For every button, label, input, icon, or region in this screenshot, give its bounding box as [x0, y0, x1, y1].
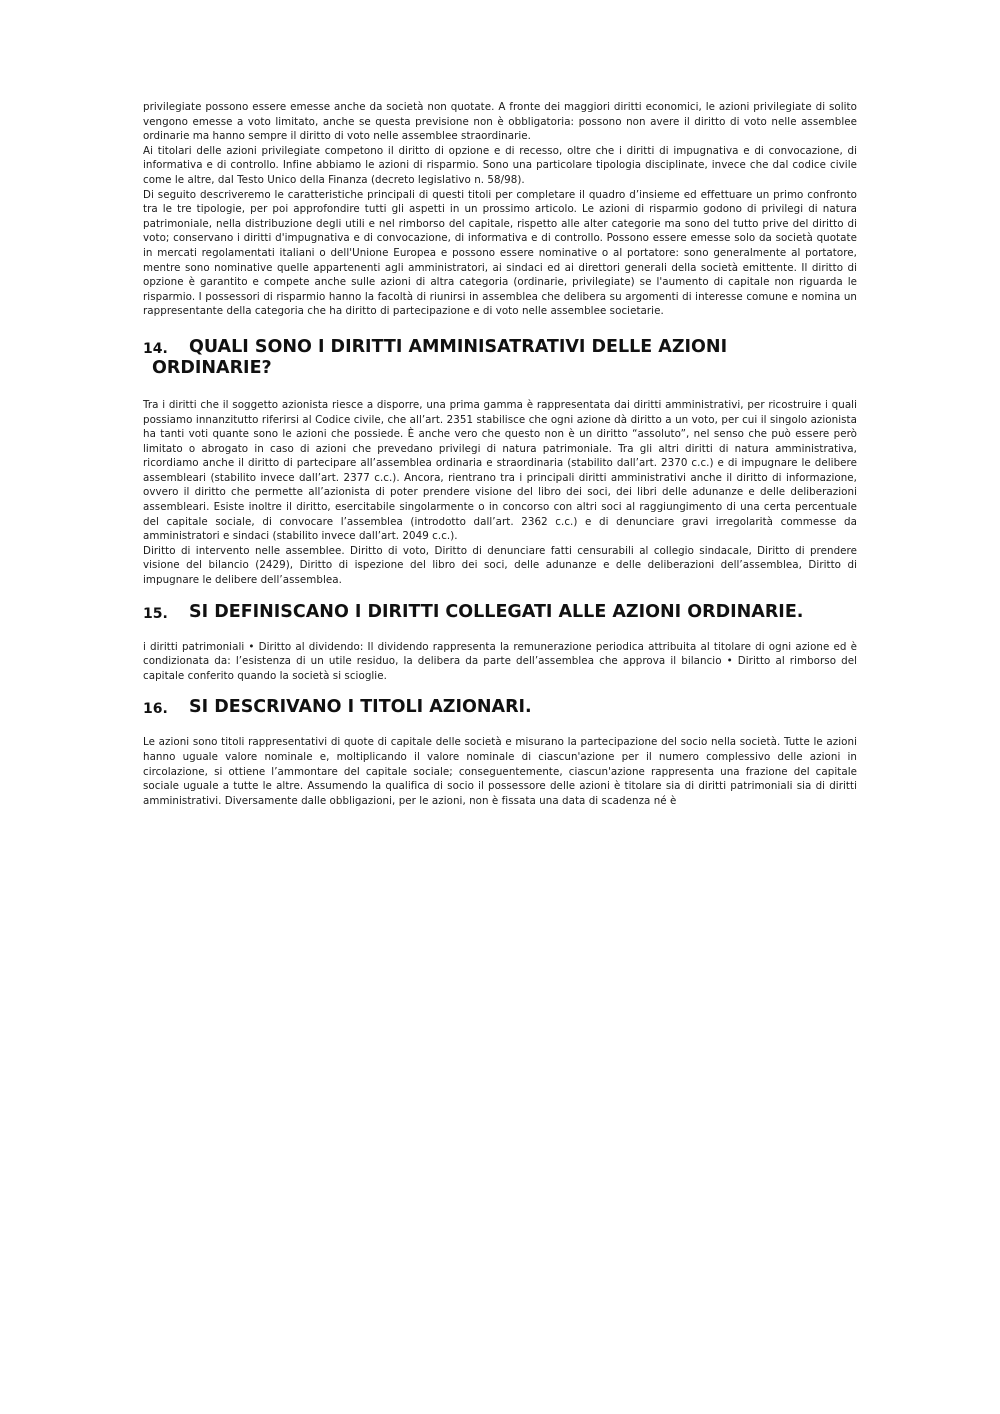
document-page — [143, 100, 857, 808]
section-15-heading — [143, 602, 857, 623]
section-15-title: SI DEFINISCANO I DIRITTI COLLEGATI ALLE AZIONI ORDINARIE. — [189, 601, 804, 622]
section-15-paragraph: i diritti patrimoniali • Diritto al dividendo: Il dividendo rappresenta la remunerazione periodica attribuita al titolare di ogni azione ed è condizionata da: l’esistenza di un utile residuo, la delibera da parte dell’assemblea che approva il bilancio • Diritto al rimborso del capitale conferito quando la società si scioglie. — [143, 640, 857, 682]
section-14-paragraph: Tra i diritti che il soggetto azionista riesce a disporre, una prima gamma è rappresentata dai diritti amministrativi, per ricostruire i quali possiamo innanzitutto riferirsi al Codice civile, che all’art. 2351 stabilisce che ogni azione dà diritto a un voto, per cui il singolo azionista ha tanti voti quante sono le azioni che possiede. È anche vero che questo non è un diritto “assoluto”, nel senso che può essere però limitato o abrogato in caso di azioni che prevedano privilegi di natura patrimoniale. Tra gli altri diritti di natura amministrativa, ricordiamo anche il diritto di partecipare all’assemblea ordinaria e straordinaria (stabilito dall’art. 2370 c.c.) e di impugnare le delibere assembleari (stabilito invece dall’art. 2377 c.c.). Ancora, rientrano tra i principali diritti amministrativi anche il diritto di informazione, ovvero il diritto che permette all’azionista di poter prendere visione del libro dei soci, dei libri delle adunanze e delle deliberazioni assembleari. Esiste inoltre il diritto, esercitabile singolarmente o in concorso con altri soci al raggiungimento di una certa percentuale del capitale sociale, di convocare l’assemblea (introdotto dall’art. 2362 c.c.) e di denunciare gravi irregolarità commesse da amministratori e sindaci (stabilito invece dall’art. 2049 c.c.). Diritto di intervento nelle assemblee. Diritto di voto, Diritto di denunciare fatti censurabili al collegio sindacale, Diritto di prendere visione del bilancio (2429), Diritto di ispezione del libro dei soci, delle adunanze e delle deliberazioni dell’assemblea, Diritto di impugnare le delibere dell’assemblea. — [143, 398, 857, 587]
section-16-heading — [143, 697, 857, 718]
section-16-number: 16. — [143, 701, 168, 718]
intro-paragraph: privilegiate possono essere emesse anche da società non quotate. A fronte dei maggiori diritti economici, le azioni privilegiate di solito vengono emesse a voto limitato, anche se questa previsione non è obbligatoria: possono non avere il diritto di voto nelle assemblee ordinarie ma hanno sempre il diritto di voto nelle assemblee straordinarie. Ai titolari delle azioni privilegiate competono il diritto di opzione e di recesso, oltre che i diritti di impugnativa e di convocazione, di informativa e di controllo. Infine abbiamo le azioni di risparmio. Sono una particolare tipologia disciplinate, invece che dal codice civile come le altre, dal Testo Unico della Finanza (decreto legislativo n. 58/98). Di seguito descriveremo le caratteristiche principali di questi titoli per completare il quadro d’insieme ed effettuare un primo confronto tra le tre tipologie, per poi approfondire tutti gli aspetti in un prossimo articolo. Le azioni di risparmio godono di privilegi di natura patrimoniale, nella distribuzione degli utili e nel rimborso del capitale, rispetto alle alter categorie ma sono del tutto prive del diritto di voto; conservano i diritti d'impugnativa e di convocazione, di informativa e di controllo. Possono essere emesse solo da società quotate in mercati regolamentati italiani o dell'Unione Europea e possono essere nominative o al portatore: sono generalmente al portatore, mentre sono nominative quelle appartenenti agli amministratori, ai sindaci ed ai direttori generali della società emittente. Il diritto di opzione è garantito e compete anche sulle azioni di altra categoria (ordinarie, privilegiate) se l'aumento di capitale non riguarda le risparmio. I possessori di risparmio hanno la facoltà di riunirsi in assemblea che delibera su argomenti di interesse comune e nomina un rappresentante della categoria che ha diritto di partecipazione e di voto nelle assemblee societarie. — [143, 101, 857, 318]
section-16-paragraph: Le azioni sono titoli rappresentativi di quote di capitale delle società e misurano la partecipazione del socio nella società. Tutte le azioni hanno uguale valore nominale e, moltiplicando il valore nominale di ciascun'azione per il numero complessivo delle azioni in circolazione, si ottiene l’ammontare del capitale sociale; conseguentemente, ciascun'azione rappresenta una frazione del capitale sociale uguale a tutte le altre. Assumendo la qualifica di socio il possessore delle azioni è titolare sia di diritti patrimoniali sia di diritti amministrativi. Diversamente dalle obbligazioni, per le azioni, non è fissata una data di scadenza né è — [143, 736, 857, 807]
section-14-title-line1: QUALI SONO I DIRITTI AMMINISATRATIVI DELLE AZIONI — [189, 336, 728, 357]
section-16-title: SI DESCRIVANO I TITOLI AZIONARI. — [189, 697, 532, 718]
section-14-heading — [143, 337, 857, 379]
section-14-title-line2: ORDINARIE? — [152, 357, 272, 378]
section-15-number: 15. — [143, 605, 168, 622]
section-14-number: 14. — [143, 340, 168, 357]
